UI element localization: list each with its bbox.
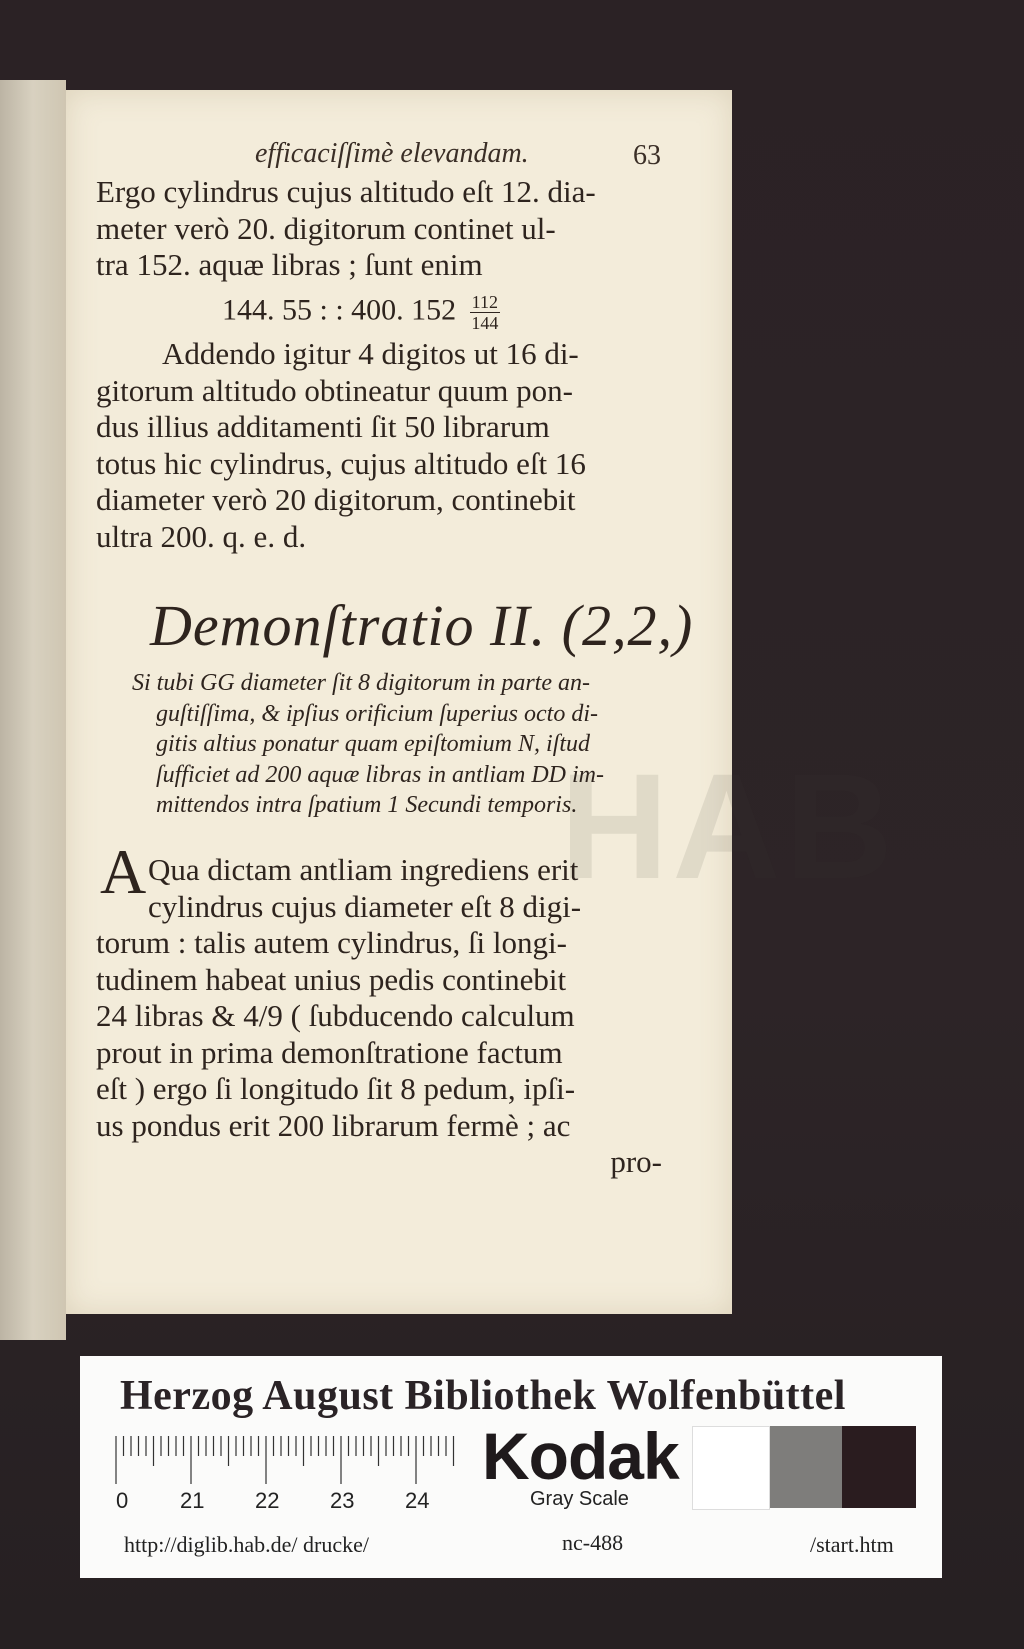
ruler-label: 23: [330, 1488, 355, 1513]
dark-swatch: [842, 1426, 916, 1508]
catchword: pro-: [610, 1144, 662, 1179]
text-line: meter verò 20. digitorum continet ul-: [96, 210, 556, 246]
watermark: HAB: [560, 742, 897, 910]
text-line: ſufficiet ad 200 aquæ libras in antliam DD im-: [156, 761, 604, 788]
proportion-formula: [222, 292, 500, 333]
gray-swatch: [770, 1426, 842, 1508]
text-line: cylindrus cujus diameter eſt 8 digi-: [148, 888, 582, 924]
text-line: tra 152. aquæ libras ; ſunt enim: [96, 247, 483, 282]
text-line: gitorum altitudo obtineatur quum pon-: [96, 372, 573, 408]
paragraph-1: [96, 174, 662, 284]
text-line: Si tubi GG diameter ſit 8 digitorum in parte an-: [132, 670, 590, 696]
paragraph-2: [96, 336, 662, 555]
text-line: guſtiſſima, & ipſius orificium ſuperius octo di-: [156, 700, 598, 727]
facing-page-edge: [0, 80, 66, 1340]
text-line: eſt ) ergo ſi longitudo ſit 8 pedum, ipſi-: [96, 1071, 576, 1106]
text-line: totus hic cylindrus, cujus altitudo eſt 16: [96, 445, 586, 481]
running-head-title: efficaciſſimè elevandam.: [255, 138, 529, 169]
formula-fraction: [470, 292, 500, 333]
text-line: diameter verò 20 digitorum, continebit: [96, 482, 576, 517]
text-line: ultra 200. q. e. d.: [96, 518, 307, 554]
ruler-label: 0: [116, 1488, 129, 1513]
paragraph-3: [96, 852, 662, 1181]
ruler-label: 22: [255, 1488, 280, 1513]
drop-cap: A: [100, 836, 147, 907]
text-line: torum : talis autem cylindrus, ſi longi-: [96, 925, 567, 960]
text-line: prout in prima demonſtratione factum: [96, 1034, 563, 1070]
scale-ruler: [114, 1432, 460, 1492]
fraction-denominator: 144: [471, 313, 499, 333]
library-name: Herzog August Bibliothek Wolfenbüttel: [120, 1373, 846, 1419]
formula-main: 144. 55 : : 400. 152: [222, 293, 457, 327]
page-number: 63: [633, 140, 661, 171]
proposition-text: [132, 668, 662, 821]
section-title: Demonſtratio II. (2,2,): [150, 593, 694, 658]
text-line: 24 libras & 4/9 ( ſubducendo calculum: [96, 998, 575, 1033]
text-line: mittendos intra ſpatium 1 Secundi temporis.: [156, 792, 578, 818]
white-swatch: [692, 1426, 770, 1510]
ruler-label: 21: [180, 1488, 205, 1513]
running-head: [255, 138, 675, 170]
text-line: tudinem habeat unius pedis continebit: [96, 961, 567, 997]
text-line: us pondus erit 200 librarum fermè ; ac: [96, 1107, 571, 1143]
kodak-logo: Kodak: [482, 1419, 679, 1493]
ruler-label: 24: [405, 1488, 430, 1513]
text-line: gitis altius ponatur quam epiſtomium N, iſtud: [156, 731, 591, 757]
text-line: Ergo cylindrus cujus altitudo eſt 12. dia-: [96, 174, 596, 209]
shelfmark: nc-488: [562, 1530, 624, 1555]
fraction-numerator: 112: [471, 292, 499, 312]
text-line: Qua dictam antliam ingrediens erit: [148, 852, 579, 887]
text-line: Addendo igitur 4 digitos ut 16 di-: [162, 336, 579, 371]
url-prefix: http://diglib.hab.de/ drucke/: [124, 1532, 370, 1557]
text-line: dus illius additamenti ſit 50 librarum: [96, 409, 550, 444]
gray-scale-label: Gray Scale: [530, 1488, 629, 1510]
url-suffix: /start.htm: [810, 1532, 894, 1557]
